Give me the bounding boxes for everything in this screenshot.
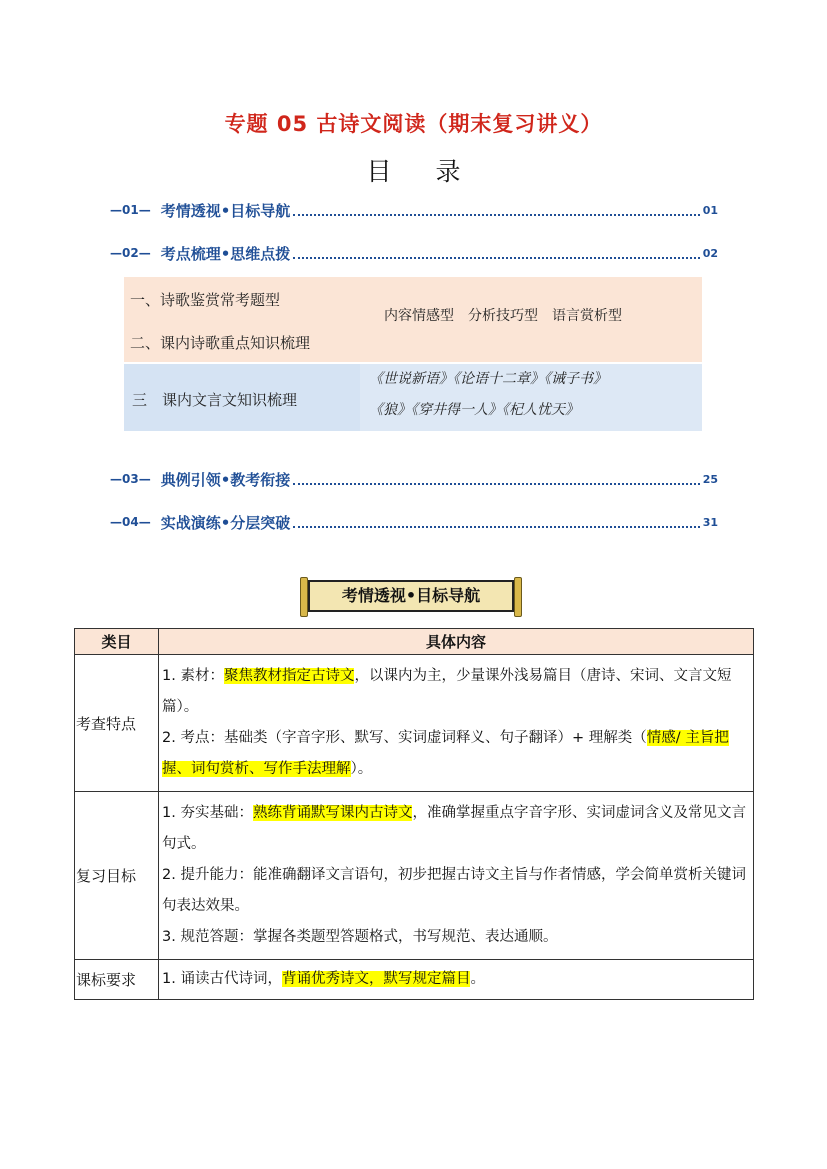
- sub-item-1[interactable]: 一、诗歌鉴赏常考题型: [130, 291, 281, 309]
- text: 1. 素材：: [162, 668, 224, 684]
- toc-page: 01: [702, 203, 718, 217]
- highlight: 聚焦教材指定古诗文: [223, 668, 355, 684]
- content-paragraph: 3. 规范答题：掌握各类题型答题格式，书写规范、表达通顺。: [162, 929, 558, 945]
- banner-label: 考情透视•目标导航: [308, 580, 514, 612]
- text: 1. 诵读古代诗词，: [162, 971, 282, 987]
- row-content: [159, 655, 754, 792]
- toc-number: —02—: [110, 246, 151, 260]
- row-content: [159, 792, 754, 960]
- table-row: [75, 792, 754, 960]
- highlight: 熟练背诵默写课内古诗文: [252, 805, 413, 821]
- toc-entry-02[interactable]: [110, 243, 718, 263]
- text: 2. 考点：基础类（字音字形、默写、实词虚词释义、句子翻译）+ 理解类（: [162, 730, 647, 746]
- text: ）。: [350, 761, 373, 777]
- scroll-right-icon: [514, 577, 522, 617]
- toc-leader: [293, 473, 699, 485]
- row-content: [159, 960, 754, 1000]
- sub-item-3[interactable]: 三 课内文言文知识梳理: [132, 391, 298, 409]
- row-category: 考查特点: [75, 655, 159, 792]
- toc-number: —03—: [110, 472, 151, 486]
- scroll-left-icon: [300, 577, 308, 617]
- toc-page: 02: [702, 246, 718, 260]
- text: ，以课内为主，少量课外浅易篇目（唐诗、宋词、文言文短篇）。: [162, 668, 732, 715]
- sub-item-2[interactable]: 二、课内诗歌重点知识梳理: [130, 334, 311, 352]
- toc-entry-01[interactable]: [110, 200, 718, 220]
- toc-page: 31: [702, 515, 718, 529]
- toc-number: —01—: [110, 203, 151, 217]
- exam-overview-table: [74, 628, 754, 1000]
- toc-entry-03[interactable]: [110, 469, 718, 489]
- book-list-1: 《世说新语》《论语十二章》《诫子书》: [369, 371, 607, 387]
- text: 1. 夯实基础：: [162, 805, 253, 821]
- row-category: 复习目标: [75, 792, 159, 960]
- content-paragraph: [162, 723, 749, 785]
- toc-leader: [293, 247, 699, 259]
- table-header-row: [75, 629, 754, 655]
- text: 。: [470, 971, 485, 987]
- toc-label: 实战演练•分层突破: [160, 513, 291, 532]
- toc-entry-04[interactable]: [110, 512, 718, 532]
- header-content: 具体内容: [159, 629, 754, 655]
- section-banner: [300, 577, 522, 615]
- toc-label: 考情透视•目标导航: [160, 201, 291, 220]
- document-title: 专题 05 古诗文阅读（期末复习讲义）: [224, 112, 603, 136]
- text: ，准确掌握重点字音字形、实词虚词含义及常见文言句式。: [162, 805, 746, 852]
- toc-label: 考点梳理•思维点拨: [160, 244, 291, 263]
- highlight: 情感/ 主旨把握、词句赏析、写作手法理解: [162, 730, 729, 777]
- row-category: 课标要求: [75, 960, 159, 1000]
- toc-leader: [293, 516, 699, 528]
- toc-leader: [293, 204, 699, 216]
- table-row: [75, 960, 754, 1000]
- question-types: 内容情感型 分析技巧型 语言赏析型: [384, 308, 622, 324]
- content-paragraph: [162, 798, 749, 860]
- toc-number: —04—: [110, 515, 151, 529]
- toc-page: 25: [702, 472, 718, 486]
- sub-section-poetry: [124, 277, 702, 362]
- content-paragraph: 2. 提升能力：能准确翻译文言语句，初步把握古诗文主旨与作者情感，学会简单赏析关键词句表达效果。: [162, 867, 746, 914]
- toc-heading: 目 录: [366, 157, 479, 186]
- book-list-2: 《狼》《穿井得一人》《杞人忧天》: [369, 402, 579, 418]
- content-paragraph: [162, 964, 749, 995]
- header-category: 类目: [75, 629, 159, 655]
- sub-section-classical: [124, 364, 702, 431]
- toc-label: 典例引领•教考衔接: [160, 470, 291, 489]
- table-row: [75, 655, 754, 792]
- content-paragraph: [162, 661, 749, 723]
- highlight: 背诵优秀诗文，默写规定篇目: [281, 971, 471, 987]
